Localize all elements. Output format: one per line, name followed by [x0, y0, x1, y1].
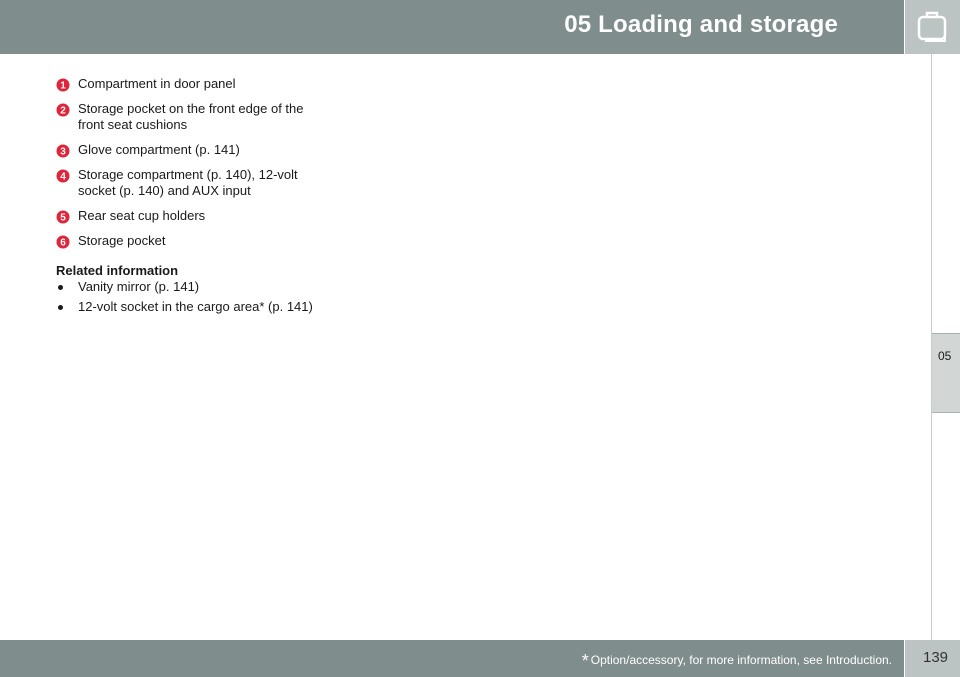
related-link[interactable] — [56, 299, 326, 315]
footer-note-text: Option/accessory, for more information, see Introduction. — [590, 653, 892, 667]
badge-number: 2 — [60, 105, 66, 117]
list-item — [56, 76, 326, 92]
chapter-side-tab[interactable] — [932, 333, 960, 413]
number-badge-icon — [56, 103, 69, 116]
related-link[interactable] — [56, 279, 326, 295]
chapter-icon-box — [905, 0, 960, 54]
badge-number: 6 — [60, 237, 66, 249]
page-number-box — [905, 640, 960, 677]
content-column — [56, 76, 326, 319]
item-text: Storage pocket — [78, 233, 166, 248]
related-link-text: Vanity mirror (p. 141) — [78, 279, 200, 294]
number-badge-icon — [56, 210, 69, 223]
number-badge-icon — [56, 78, 69, 91]
chapter-title: 05 Loading and storage — [564, 11, 838, 38]
list-item — [56, 208, 326, 224]
number-badge-icon — [56, 235, 69, 248]
bullet-icon — [58, 305, 63, 310]
list-item — [56, 101, 326, 133]
badge-number: 4 — [60, 171, 66, 183]
list-item — [56, 167, 326, 199]
list-item — [56, 233, 326, 249]
bullet-icon — [58, 285, 63, 290]
number-badge-icon — [56, 169, 69, 182]
item-text: Storage pocket on the front edge of the front seat cushions — [78, 101, 304, 132]
badge-number: 3 — [60, 146, 66, 158]
list-item — [56, 142, 326, 158]
footer-star: * — [581, 651, 589, 671]
number-badge-icon — [56, 144, 69, 157]
badge-number: 5 — [60, 212, 66, 224]
badge-number: 1 — [60, 80, 66, 92]
side-tab-label: 05 — [938, 349, 952, 363]
related-link-text: 12-volt socket in the cargo area* (p. 141) — [78, 299, 313, 314]
item-text: Rear seat cup holders — [78, 208, 206, 223]
related-info-heading: Related information — [56, 263, 179, 278]
item-text: Storage compartment (p. 140), 12-volt socket (p. 140) and AUX input — [78, 167, 298, 198]
item-text: Glove compartment (p. 141) — [78, 142, 240, 157]
item-text: Compartment in door panel — [78, 76, 236, 91]
footer-note — [582, 651, 892, 672]
page-header — [0, 0, 904, 54]
bag-icon — [913, 8, 953, 46]
page-number: 139 — [923, 649, 949, 666]
page-footer — [0, 640, 904, 677]
